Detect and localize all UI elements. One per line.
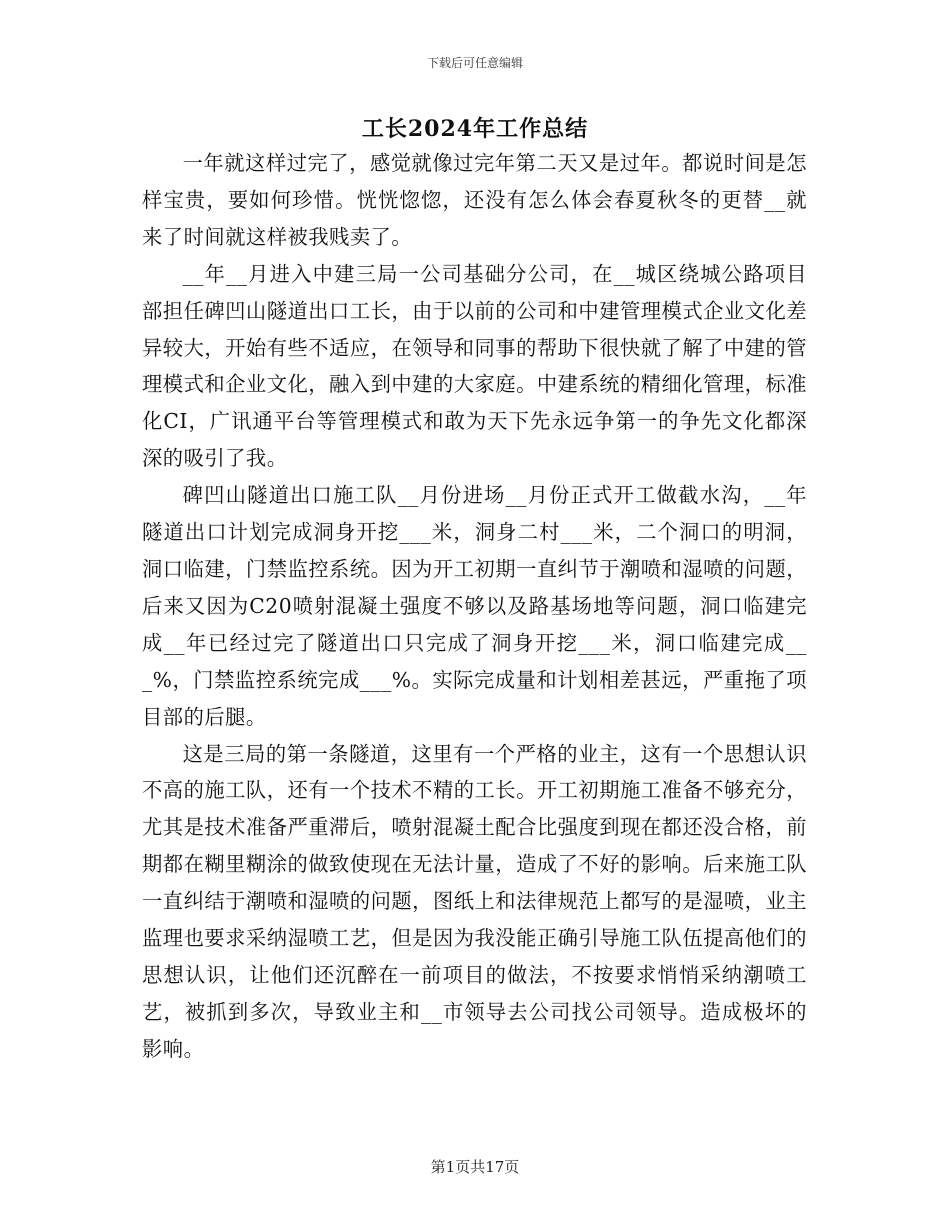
paragraph-3: 碑凹山隧道出口施工队__月份进场__月份正式开工做截水沟，__年隧道出口计划完成洞身开挖___米，洞身二村___米，二个洞口的明洞，洞口临建，门禁监控系统。因为开工初期一直纠节于潮喷和湿喷的问题，后来又因为C20喷射混凝土强度不够以及路基场地等问题，洞口临建完成__年已经过完了隧道出口只完成了洞身开挖___米，洞口临建完成___%，门禁监控系统完成___%。实际完成量和计划相差甚远，严重拖了项目部的后腿。 — [142, 483, 808, 729]
page-number: 第1页共17页 — [430, 1158, 520, 1176]
paragraph-1: 一年就这样过完了，感觉就像过完年第二天又是过年。都说时间是怎样宝贵，要如何珍惜。恍恍惚惚，还没有怎么体会春夏秋冬的更替__就来了时间就这样被我贱卖了。 — [142, 151, 807, 249]
paragraph-2: __年__月进入中建三局一公司基础分公司，在__城区绕城公路项目部担任碑凹山隧道出口工长，由于以前的公司和中建管理模式企业文化差异较大，开始有些不适应，在领导和同事的帮助下很快就了解了中建的管理模式和企业文化，融入到中建的大家庭。中建系统的精细化管理，标准化CI，广讯通平台等管理模式和敢为天下先永远争第一的争先文化都深深的吸引了我。 — [142, 261, 808, 471]
page-header: 下载后可任意编辑 — [426, 56, 523, 70]
document-title: 工长2024年工作总结 — [361, 116, 589, 142]
paragraph-4: 这是三局的第一条隧道，这里有一个严格的业主，这有一个思想认识不高的施工队，还有一个技术不精的工长。开工初期施工准备不够充分，尤其是技术准备严重滞后，喷射混凝土配合比强度到现在都还没合格，前期都在糊里糊涂的做致使现在无法计量，造成了不好的影响。后来施工队一直纠结于潮喷和湿喷的问题，图纸上和法律规范上都写的是湿喷，业主监理也要求采纳湿喷工艺，但是因为我没能正确引导施工队伍提高他们的思想认识，让他们还沉醉在一前项目的做法，不按要求悄悄采纳潮喷工艺，被抓到多次，导致业主和__市领导去公司找公司领导。造成极坏的影响。 — [142, 741, 808, 1061]
document-body — [142, 145, 807, 1068]
